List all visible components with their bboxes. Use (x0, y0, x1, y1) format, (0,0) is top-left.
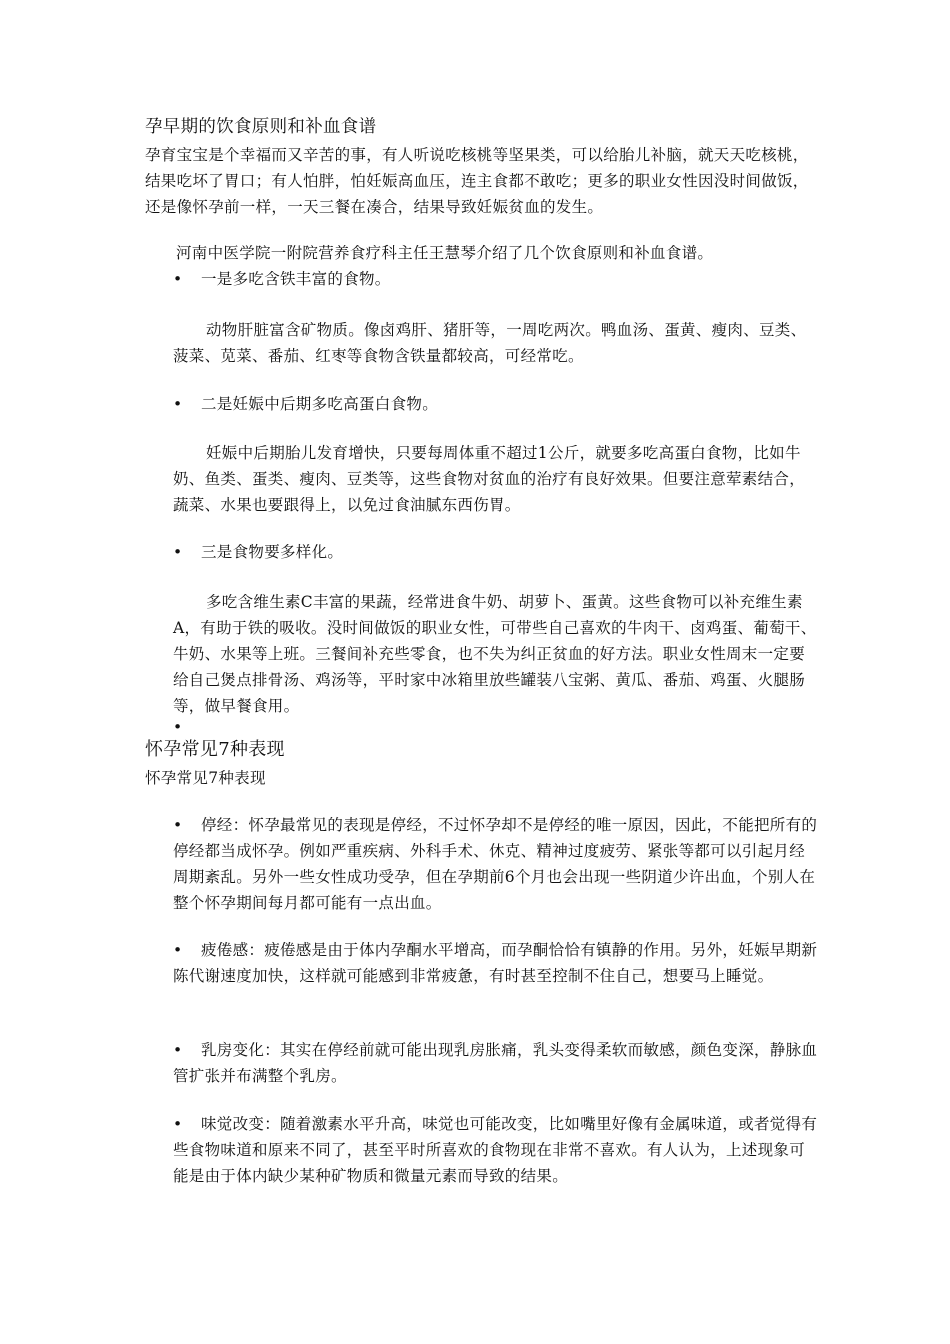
principle-heading-1: • 一是多吃含铁丰富的食物。 (173, 266, 813, 292)
section-title-diet: 孕早期的饮食原则和补血食谱 (145, 117, 377, 137)
intro-paragraph: 孕育宝宝是个幸福而又辛苦的事，有人听说吃核桃等坚果类，可以给胎儿补脑，就天天吃核桃，结果吃坏了胃口；有人怕胖，怕妊娠高血压，连主食都不敢吃；更多的职业女性因没时间做饭，还是像怀孕前一样，一天三餐在凑合，结果导致妊娠贫血的发生。 (145, 146, 809, 216)
section-title-signs: 怀孕常见7种表现 (145, 739, 285, 760)
sign-item-2: • 疲倦感：疲倦感是由于体内孕酮水平增高，而孕酮恰恰有镇静的作用。另外，妊娠早期新陈代谢速度加快，这样就可能感到非常疲惫，有时甚至控制不住自己，想要马上睡觉。 (173, 937, 818, 989)
principle-body-3: 多吃含维生素C丰富的果蔬，经常进食牛奶、胡萝卜、蛋黄。这些食物可以补充维生素A，有助于铁的吸收。没时间做饭的职业女性，可带些自己喜欢的牛肉干、卤鸡蛋、葡萄干、牛奶、水果等上班。三餐间补充些零食，也不失为纠正贫血的好方法。职业女性周末一定要给自己煲点排骨汤、鸡汤等，平时家中冰箱里放些罐装八宝粥、黄瓜、番茄、鸡蛋、火腿肠等，做早餐食用。 (173, 593, 817, 715)
sign-item-1: • 停经：怀孕最常见的表现是停经，不过怀孕却不是停经的唯一原因，因此，不能把所有的停经都当成怀孕。例如严重疾病、外科手术、休克、精神过度疲劳、紧张等都可以引起月经周期紊乱。另外一些女性成功受孕，但在孕期前6个月也会出现一些阴道少许出血，个别人在整个怀孕期间每月都可能有一点出血。 (173, 812, 818, 916)
principle-body-2: 妊娠中后期胎儿发育增快，只要每周体重不超过1公斤，就要多吃高蛋白食物，比如牛奶、鱼类、蛋类、瘦肉、豆类等，这些食物对贫血的治疗有良好效果。但要注意荤素结合，蔬菜、水果也要跟得上，以免过食油腻东西伤胃。 (173, 444, 806, 514)
principle-heading-2: • 二是妊娠中后期多吃高蛋白食物。 (173, 391, 813, 417)
principle-body-1: 动物肝脏富含矿物质。像卤鸡肝、猪肝等，一周吃两次。鸭血汤、蛋黄、瘦肉、豆类、菠菜、苋菜、番茄、红枣等食物含铁量都较高，可经常吃。 (173, 321, 807, 365)
principle-heading-3: • 三是食物要多样化。 (173, 539, 813, 565)
sign-item-3: • 乳房变化：其实在停经前就可能出现乳房胀痛，乳头变得柔软而敏感，颜色变深，静脉血管扩张并布满整个乳房。 (173, 1037, 818, 1089)
sign-item-4: • 味觉改变：随着激素水平升高，味觉也可能改变，比如嘴里好像有金属味道，或者觉得有些食物味道和原来不同了，甚至平时所喜欢的食物现在非常不喜欢。有人认为，上述现象可能是由于体内缺少某种矿物质和微量元素而导致的结果。 (173, 1111, 818, 1189)
section-subtitle-signs: 怀孕常见7种表现 (145, 769, 266, 787)
source-paragraph: 河南中医学院一附院营养食疗科主任王慧琴介绍了几个饮食原则和补血食谱。 (176, 244, 714, 262)
